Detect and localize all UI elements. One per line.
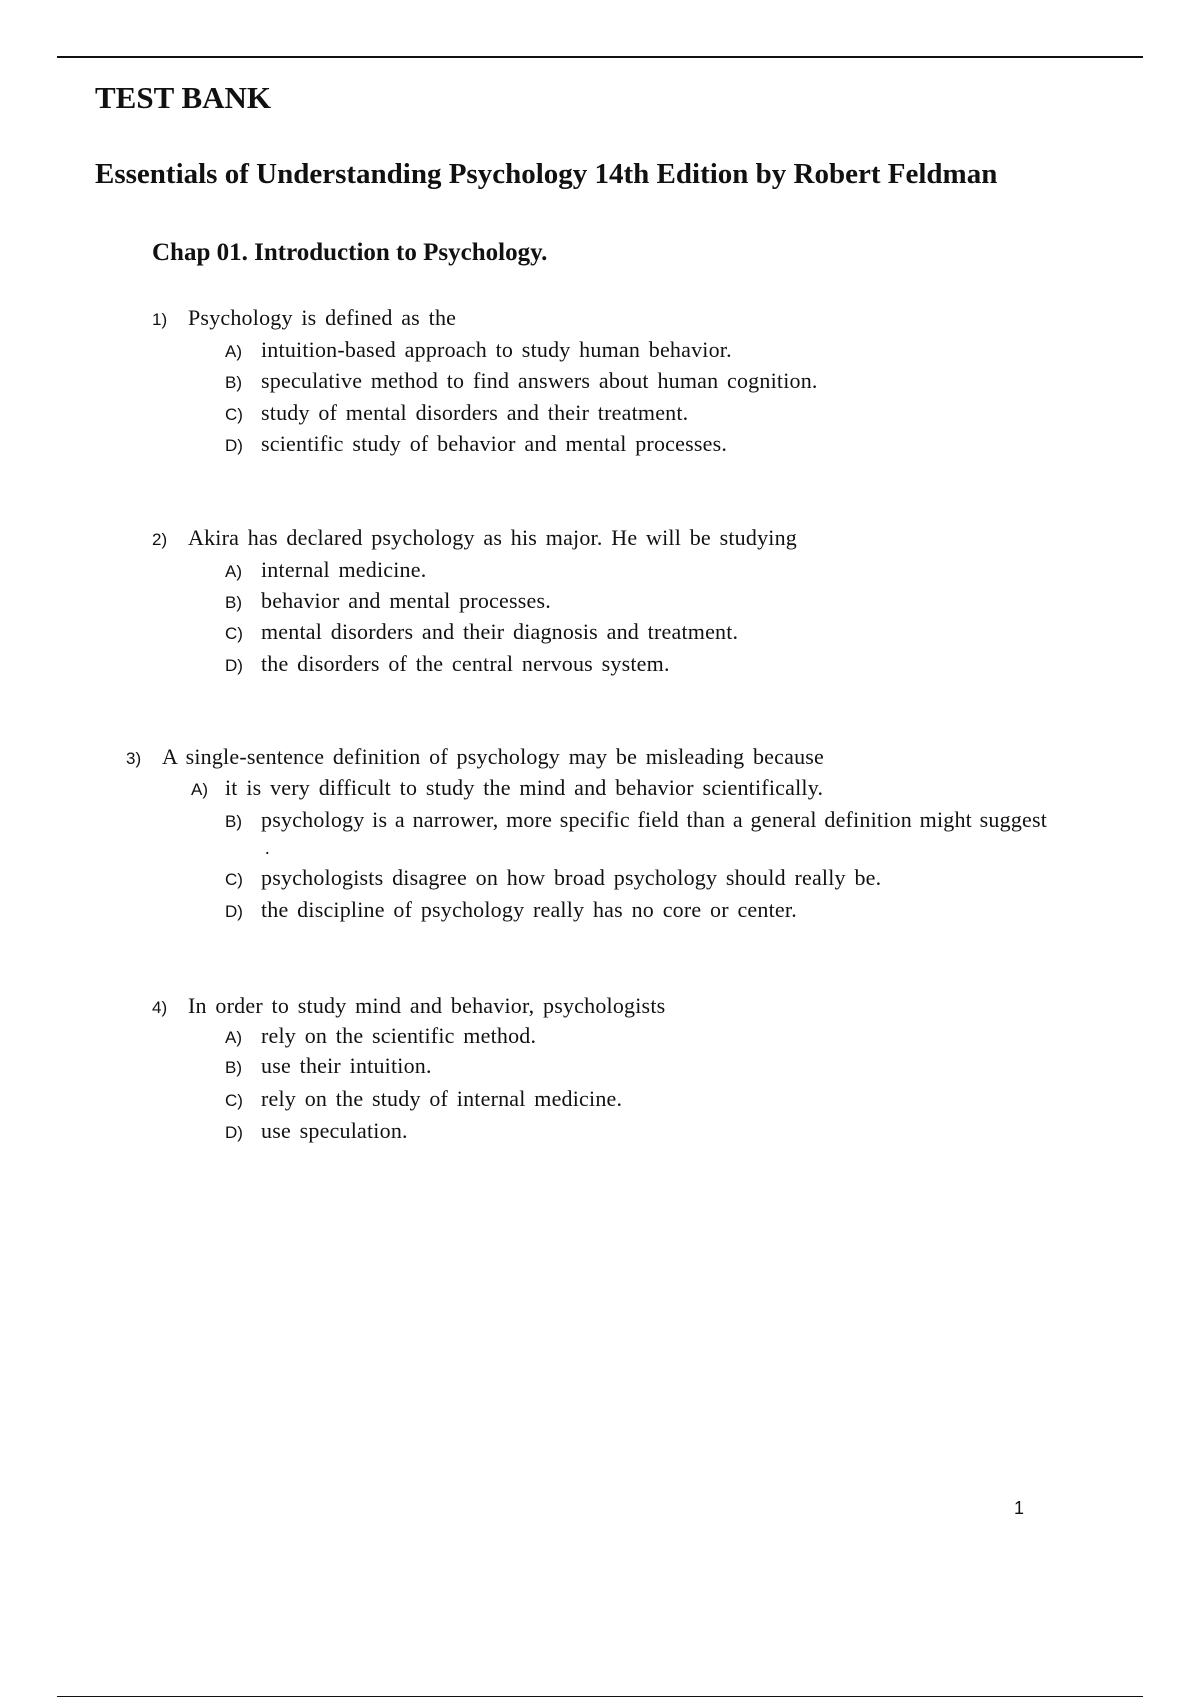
option-text: study of mental disorders and their treatment.	[261, 400, 689, 425]
answer-option	[225, 650, 670, 680]
question-text: In order to study mind and behavior, psychologists	[188, 993, 666, 1018]
question-text: Akira has declared psychology as his major. He will be studying	[188, 525, 797, 550]
document-title: TEST BANK	[95, 80, 272, 115]
option-letter: A)	[225, 342, 242, 361]
question-stem	[152, 304, 456, 334]
option-text: speculative method to find answers about human cognition.	[261, 368, 818, 393]
question-number: 1)	[152, 310, 168, 329]
chapter-title: Chap 01. Introduction to Psychology.	[152, 239, 548, 266]
option-letter: B)	[225, 812, 242, 831]
option-text: internal medicine.	[261, 557, 427, 582]
option-text: psychology is a narrower, more specific field than a general definition might suggest	[261, 807, 1048, 832]
answer-option	[225, 1085, 622, 1115]
option-text: psychologists disagree on how broad psychology should really be.	[261, 865, 882, 890]
answer-option	[225, 587, 551, 617]
answer-option	[225, 896, 797, 926]
option-text: behavior and mental processes.	[261, 588, 551, 613]
top-rule	[57, 56, 1143, 58]
question-text: Psychology is defined as the	[188, 305, 457, 330]
option-letter: C)	[225, 1091, 243, 1110]
answer-option	[225, 430, 727, 460]
question-number: 2)	[152, 530, 168, 549]
option-letter: C)	[225, 624, 243, 643]
question-stem	[126, 743, 824, 773]
option-letter: A)	[225, 1028, 242, 1047]
option-text: rely on the scientific method.	[261, 1023, 537, 1048]
question-stem	[152, 992, 665, 1022]
answer-option	[225, 367, 818, 397]
answer-option	[225, 556, 426, 586]
option-letter: B)	[225, 593, 242, 612]
option-continuation: .	[265, 838, 270, 858]
question-stem	[152, 524, 797, 554]
option-letter: D)	[225, 1123, 243, 1142]
option-text: the disorders of the central nervous system.	[261, 651, 670, 676]
answer-option	[225, 399, 688, 429]
option-text: scientific study of behavior and mental processes.	[261, 431, 728, 456]
page-number: 1	[1014, 1498, 1025, 1518]
answer-option	[225, 336, 732, 366]
answer-option	[225, 806, 1047, 836]
answer-option	[191, 774, 823, 804]
option-text: intuition-based approach to study human behavior.	[261, 337, 732, 362]
option-letter: A)	[191, 780, 208, 799]
option-letter: D)	[225, 436, 243, 455]
option-letter: A)	[225, 562, 242, 581]
option-letter: B)	[225, 373, 242, 392]
book-title: Essentials of Understanding Psychology 14th Edition by Robert Feldman	[95, 158, 998, 190]
answer-option	[225, 864, 881, 894]
option-letter: D)	[225, 656, 243, 675]
option-letter: D)	[225, 902, 243, 921]
answer-option	[225, 1052, 432, 1082]
option-text: it is very difficult to study the mind and behavior scientifically.	[225, 775, 824, 800]
option-letter: C)	[225, 405, 243, 424]
answer-option	[225, 618, 738, 648]
option-letter: C)	[225, 870, 243, 889]
question-number: 4)	[152, 998, 168, 1017]
option-text: use speculation.	[261, 1118, 408, 1143]
option-text: mental disorders and their diagnosis and treatment.	[261, 619, 739, 644]
option-text: use their intuition.	[261, 1053, 432, 1078]
bottom-rule	[57, 1696, 1143, 1697]
option-letter: B)	[225, 1058, 242, 1077]
answer-option	[225, 1117, 408, 1147]
question-text: A single-sentence definition of psychology may be misleading because	[162, 744, 824, 769]
answer-option	[225, 1022, 536, 1052]
option-text: the discipline of psychology really has no core or center.	[261, 897, 797, 922]
option-text: rely on the study of internal medicine.	[261, 1086, 623, 1111]
question-number: 3)	[126, 749, 142, 768]
